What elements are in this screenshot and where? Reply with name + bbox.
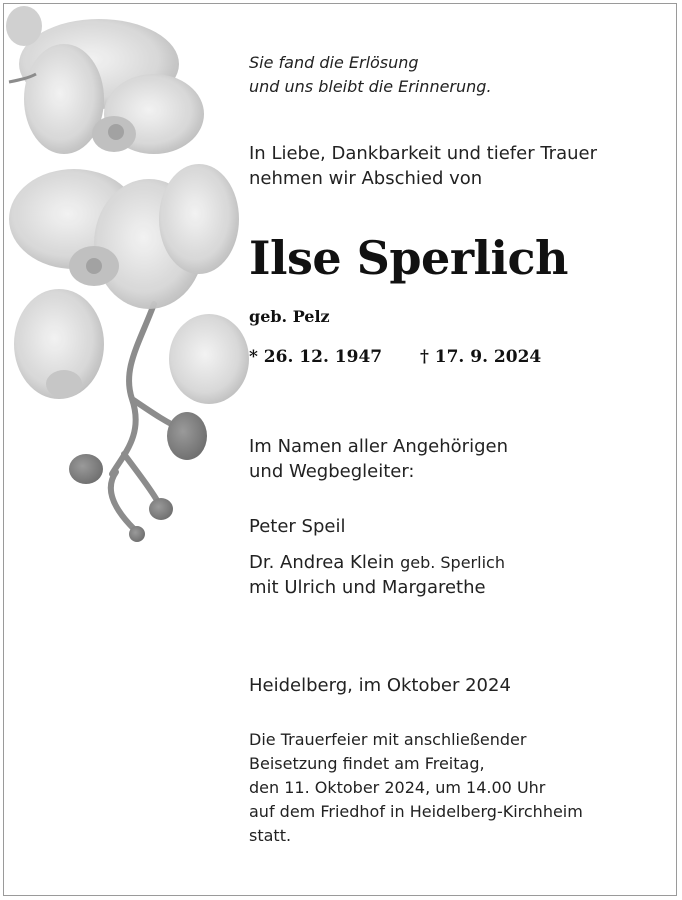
funeral-line-4: auf dem Friedhof in Heidelberg-Kirchheim <box>249 802 583 821</box>
funeral-notice <box>249 728 583 848</box>
mourners-heading <box>249 434 508 484</box>
mourner-2-name: Dr. Andrea Klein <box>249 552 395 573</box>
mourner-1: Peter Speil <box>249 516 346 537</box>
intro-text <box>249 141 597 191</box>
quote <box>249 51 492 99</box>
intro-line-1: In Liebe, Dankbarkeit und tiefer Trauer <box>249 143 597 164</box>
quote-line-1: Sie fand die Erlösung <box>249 53 419 72</box>
mourner-2 <box>249 550 505 600</box>
mourners-heading-line-2: und Wegbegleiter: <box>249 461 415 482</box>
birth-date: * 26. 12. 1947 <box>249 347 383 367</box>
funeral-line-5: statt. <box>249 826 292 845</box>
funeral-line-2: Beisetzung findet am Freitag, <box>249 754 485 773</box>
life-dates <box>249 347 541 367</box>
obituary-notice <box>3 3 677 896</box>
orchid-branch-image <box>4 4 254 564</box>
death-date: † 17. 9. 2024 <box>419 347 542 367</box>
funeral-line-3: den 11. Oktober 2024, um 14.00 Uhr <box>249 778 546 797</box>
funeral-line-1: Die Trauerfeier mit anschließender <box>249 730 527 749</box>
mourner-2-family: mit Ulrich und Margarethe <box>249 577 486 598</box>
birth-name: geb. Pelz <box>249 307 330 326</box>
place-date: Heidelberg, im Oktober 2024 <box>249 675 511 696</box>
deceased-name: Ilse Sperlich <box>249 231 568 285</box>
mourners-heading-line-1: Im Namen aller Angehörigen <box>249 436 508 457</box>
mourner-2-birth-name: geb. Sperlich <box>400 553 505 572</box>
quote-line-2: und uns bleibt die Erinnerung. <box>249 77 492 96</box>
intro-line-2: nehmen wir Abschied von <box>249 168 483 189</box>
